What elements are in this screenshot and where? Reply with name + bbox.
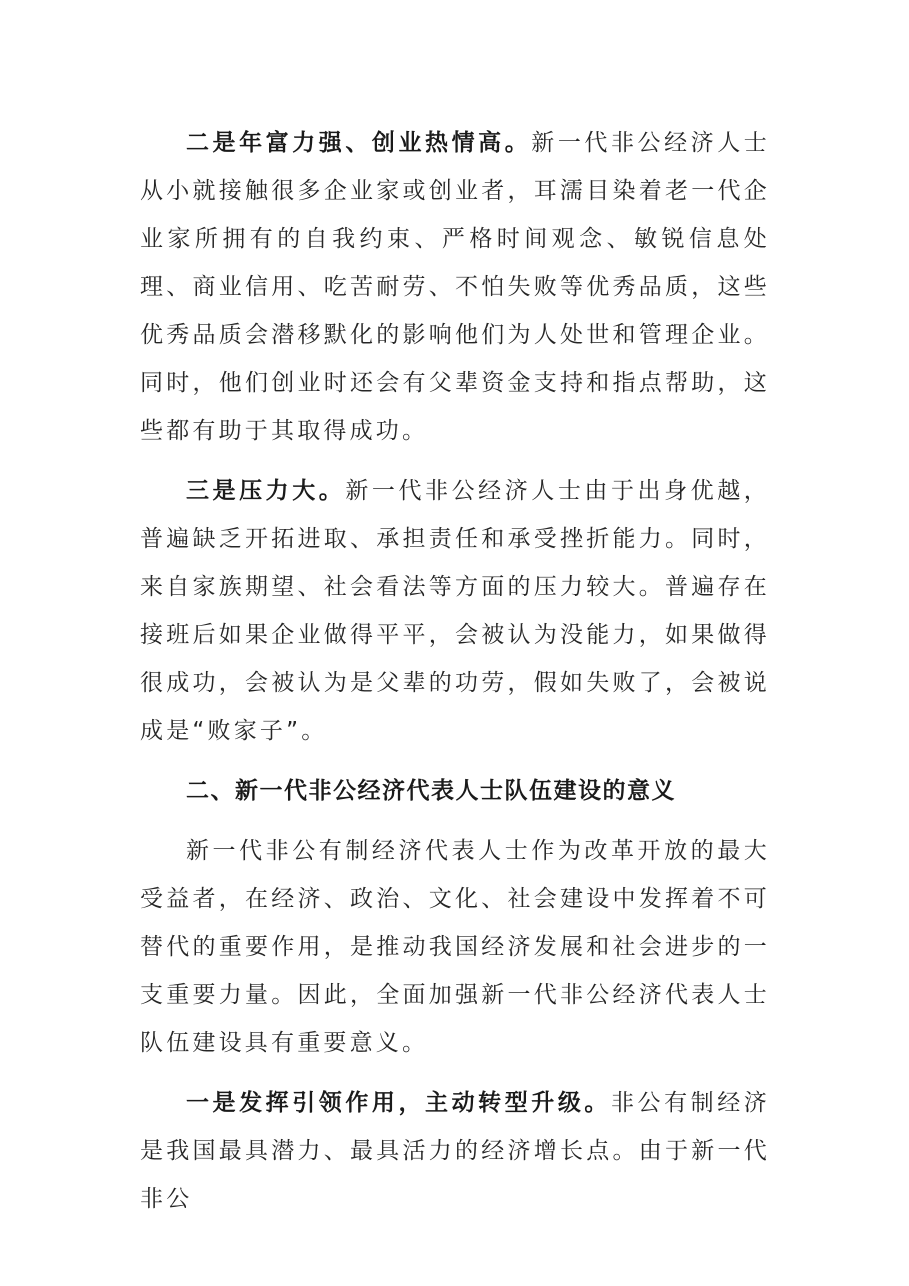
paragraph-text: 新一代非公经济人士从小就接触很多企业家或创业者，耳濡目染着老一代企业家所拥有的自我约束、严格时间观念、敏锐信息处理、商业信用、吃苦耐劳、不怕失败等优秀品质，这些优秀品质会潜移默化的影响他们为人处世和管理企业。同时，他们创业时还会有父辈资金支持和指点帮助，这些都有助于其取得成功。: [140, 130, 770, 444]
paragraph-lead: 三是压力大。: [186, 478, 346, 504]
section-heading: 二、新一代非公经济代表人士队伍建设的意义: [186, 778, 676, 804]
paragraph-pressure: [140, 467, 770, 755]
paragraph-leading-role: [140, 1079, 770, 1223]
paragraph-text: 非公有制经济是我国最具潜力、最具活力的经济增长点。由于新一代非公: [140, 1090, 771, 1212]
paragraph-lead: 二是年富力强、创业热情高。: [186, 130, 532, 156]
paragraph-text: 新一代非公经济人士由于出身优越，普遍缺乏开拓进取、承担责任和承受挫折能力。同时，来自家族期望、社会看法等方面的压力较大。普遍存在接班后如果企业做得平平，会被认为没能力，如果做得很成功，会被认为是父辈的功劳，假如失败了，会被说成是“败家子”。: [140, 478, 770, 744]
paragraph-lead: 一是发挥引领作用，主动转型升级。: [186, 1090, 611, 1116]
document-body: [140, 119, 770, 1235]
paragraph-youth-energy: [140, 119, 770, 455]
paragraph-intro: 新一代非公有制经济代表人士作为改革开放的最大受益者，在经济、政治、文化、社会建设中发挥着不可替代的重要作用，是推动我国经济发展和社会进步的一支重要力量。因此，全面加强新一代非公经济代表人士队伍建设具有重要意义。: [140, 838, 770, 1056]
